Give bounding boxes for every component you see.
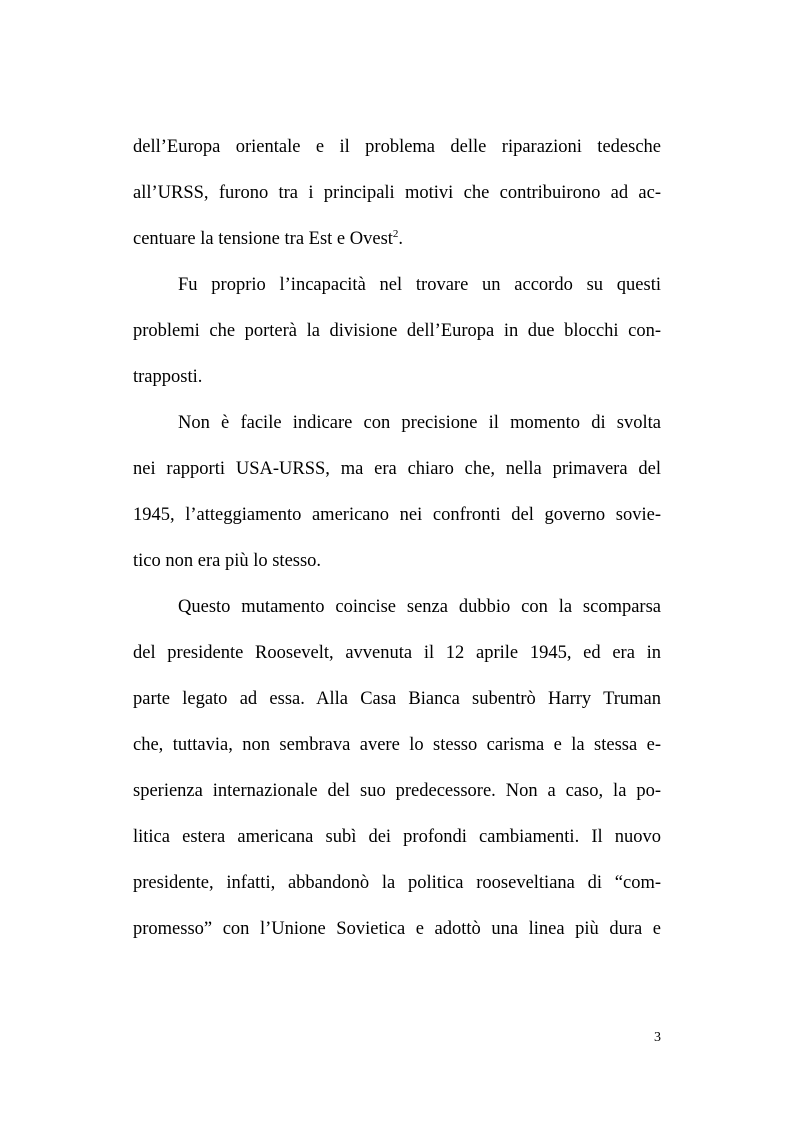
paragraph-4-line-3: parte legato ad essa. Alla Casa Bianca subentrò Harry Truman (133, 689, 661, 709)
paragraph-4-line-7: presidente, infatti, abbandonò la politica rooseveltiana di “com- (133, 873, 661, 893)
paragraph-1-trailing-punctuation: . (398, 229, 404, 249)
footnote-reference[interactable]: 2 (392, 228, 399, 240)
paragraph-2-line-1: Fu proprio l’incapacità nel trovare un accordo su questi (178, 275, 661, 295)
page-number: 3 (654, 1030, 661, 1045)
paragraph-4-line-1: Questo mutamento coincise senza dubbio con la scomparsa (178, 597, 661, 617)
paragraph-4-line-6: litica estera americana subì dei profondi cambiamenti. Il nuovo (133, 827, 661, 847)
paragraph-2-line-2: problemi che porterà la divisione dell’Europa in due blocchi con- (133, 321, 661, 341)
paragraph-1-line-2: all’URSS, furono tra i principali motivi che contribuirono ad ac- (133, 183, 661, 203)
paragraph-2-line-3: trapposti. (133, 367, 203, 387)
page-body (133, 129, 661, 957)
paragraph-4-line-2: del presidente Roosevelt, avvenuta il 12 aprile 1945, ed era in (133, 643, 661, 663)
paragraph-3-line-2: nei rapporti USA-URSS, ma era chiaro che, nella primavera del (133, 459, 661, 479)
paragraph-3-line-3: 1945, l’atteggiamento americano nei confronti del governo sovie- (133, 505, 661, 525)
paragraph-4-line-5: sperienza internazionale del suo predecessore. Non a caso, la po- (133, 781, 661, 801)
paragraph-3-line-4: tico non era più lo stesso. (133, 551, 322, 571)
paragraph-3-line-1: Non è facile indicare con precisione il momento di svolta (178, 413, 661, 433)
paragraph-4-line-8: promesso” con l’Unione Sovietica e adottò una linea più dura e (133, 919, 661, 939)
paragraph-1-line-1: dell’Europa orientale e il problema delle riparazioni tedesche (133, 137, 661, 157)
paragraph-1-line-3 (133, 221, 661, 267)
paragraph-1-line-3-text: centuare la tensione tra Est e Ovest (133, 229, 393, 249)
paragraph-4-line-4: che, tuttavia, non sembrava avere lo stesso carisma e la stessa e- (133, 735, 661, 755)
